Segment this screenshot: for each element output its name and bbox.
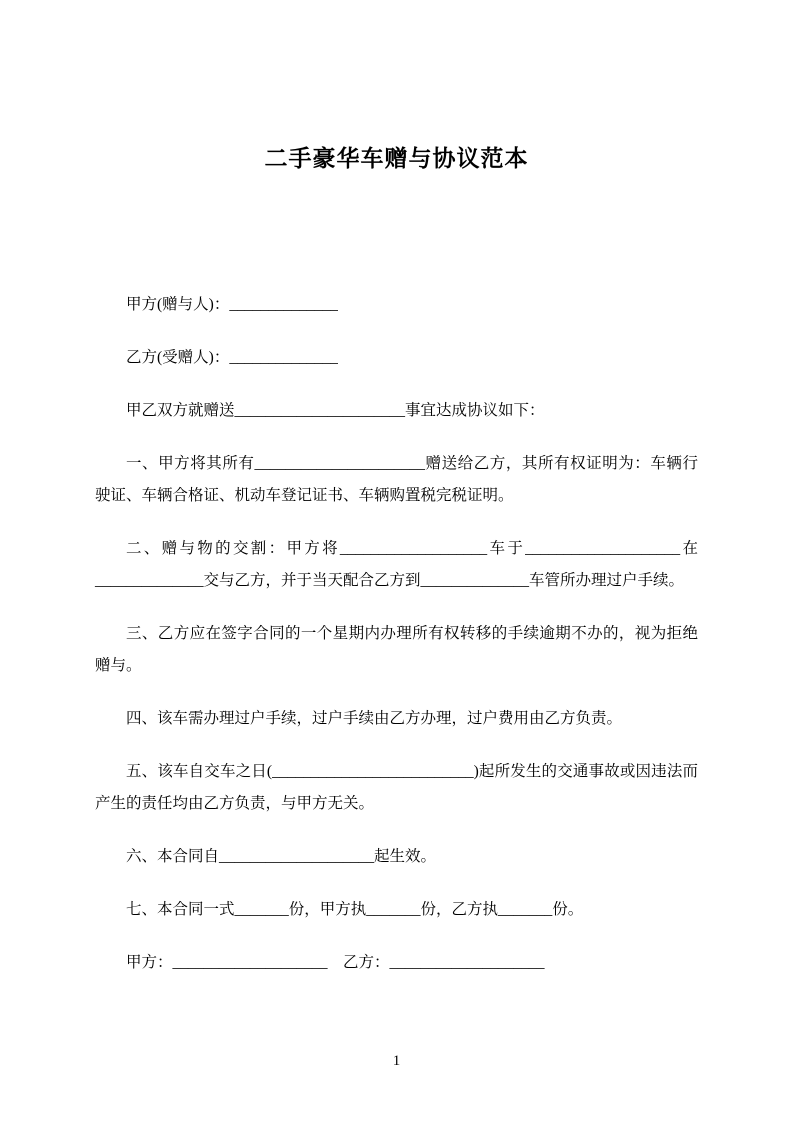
- paragraph-clause-3: 三、乙方应在签字合同的一个星期内办理所有权转移的手续逾期不办的，视为拒绝赠与。: [95, 625, 698, 674]
- paragraph-signature-line: 甲方：____________________ 乙方：____________________: [126, 954, 545, 971]
- paragraph-intro: 甲乙双方就赠送______________________事宜达成协议如下：: [126, 402, 545, 419]
- page-number: 1: [392, 1053, 401, 1069]
- paragraph-clause-2: 二、赠与物的交割：甲方将___________________车于____________________在______________交与乙方，并于当天配合乙方到______________车管所办理过户手续。: [95, 540, 698, 589]
- paragraph-clause-1: 一、甲方将其所有______________________赠送给乙方，其所有权证明为：车辆行驶证、车辆合格证、机动车登记证书、车辆购置税完税证明。: [95, 455, 698, 504]
- paragraph-clause-5: 五、该车自交车之日(__________________________)起所发生的交通事故或因违法而产生的责任均由乙方负责，与甲方无关。: [95, 763, 698, 812]
- document-title: 二手豪华车赠与协议范本: [264, 146, 529, 171]
- paragraph-clause-6: 六、本合同自____________________起生效。: [126, 848, 437, 865]
- paragraph-party-a: 甲方(赠与人)：______________: [126, 296, 338, 313]
- paragraph-clause-7: 七、本合同一式_______份，甲方执_______份，乙方执_______份。: [126, 901, 584, 918]
- paragraph-party-b: 乙方(受赠人)：______________: [126, 349, 338, 366]
- document-body: [95, 289, 698, 979]
- paragraph-clause-4: 四、该车需办理过户手续，过户手续由乙方办理，过户费用由乙方负责。: [126, 710, 623, 727]
